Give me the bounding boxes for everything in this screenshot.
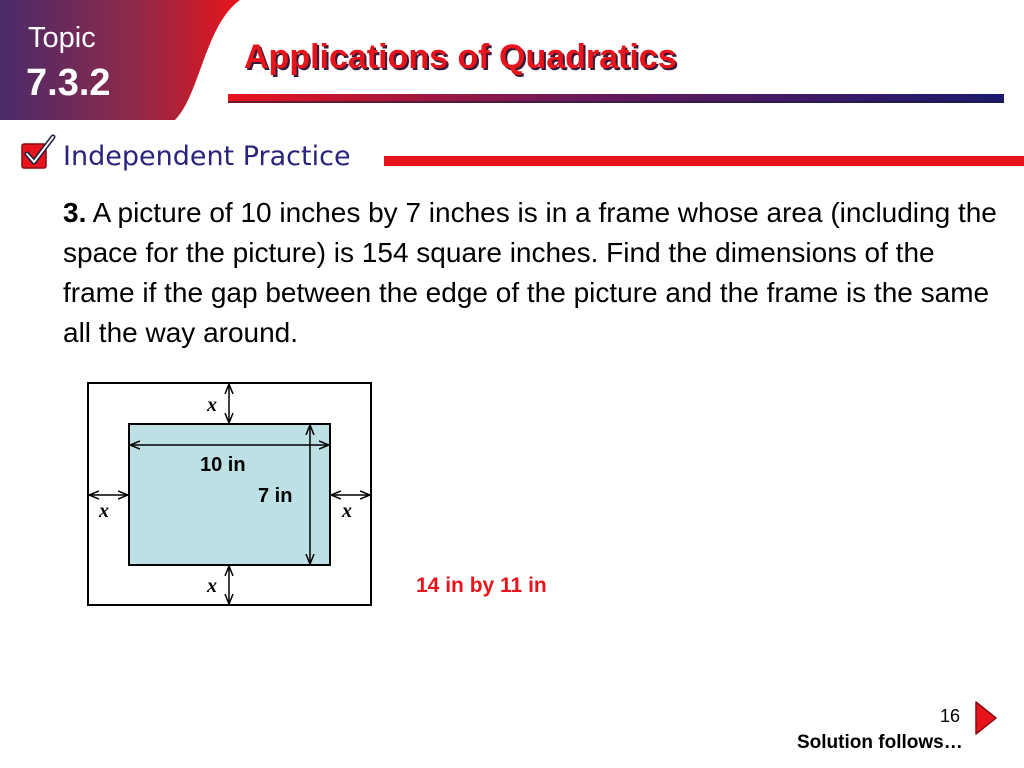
frame-diagram [80, 376, 380, 612]
height-label: 7 in [258, 485, 293, 507]
checkbox-checked-icon [20, 134, 56, 170]
section-heading: Independent Practice [63, 141, 351, 172]
play-arrow-icon[interactable] [974, 700, 998, 736]
top-gap-label: x [207, 394, 217, 416]
solution-follows-label: Solution follows… [797, 732, 963, 753]
topic-number: 7.3.2 [26, 62, 111, 104]
section-divider [384, 156, 1024, 166]
topic-label: Topic [28, 22, 96, 54]
problem-number: 3. [63, 197, 87, 228]
problem-body: A picture of 10 inches by 7 inches is in a frame whose area (including the space for the picture) is 154 square inches. Find the dimensions of the frame if the gap between the edge of the picture and the frame is the same all the way around. [63, 197, 997, 348]
title-divider [228, 94, 1004, 103]
answer-text: 14 in by 11 in [416, 574, 547, 597]
problem-statement [63, 193, 1008, 353]
bottom-gap-label: x [207, 575, 217, 597]
slide-title: Applications of Quadratics [244, 38, 677, 76]
right-gap-label: x [342, 500, 352, 522]
width-label: 10 in [200, 454, 246, 476]
page-number: 16 [940, 706, 961, 726]
left-gap-label: x [99, 500, 109, 522]
